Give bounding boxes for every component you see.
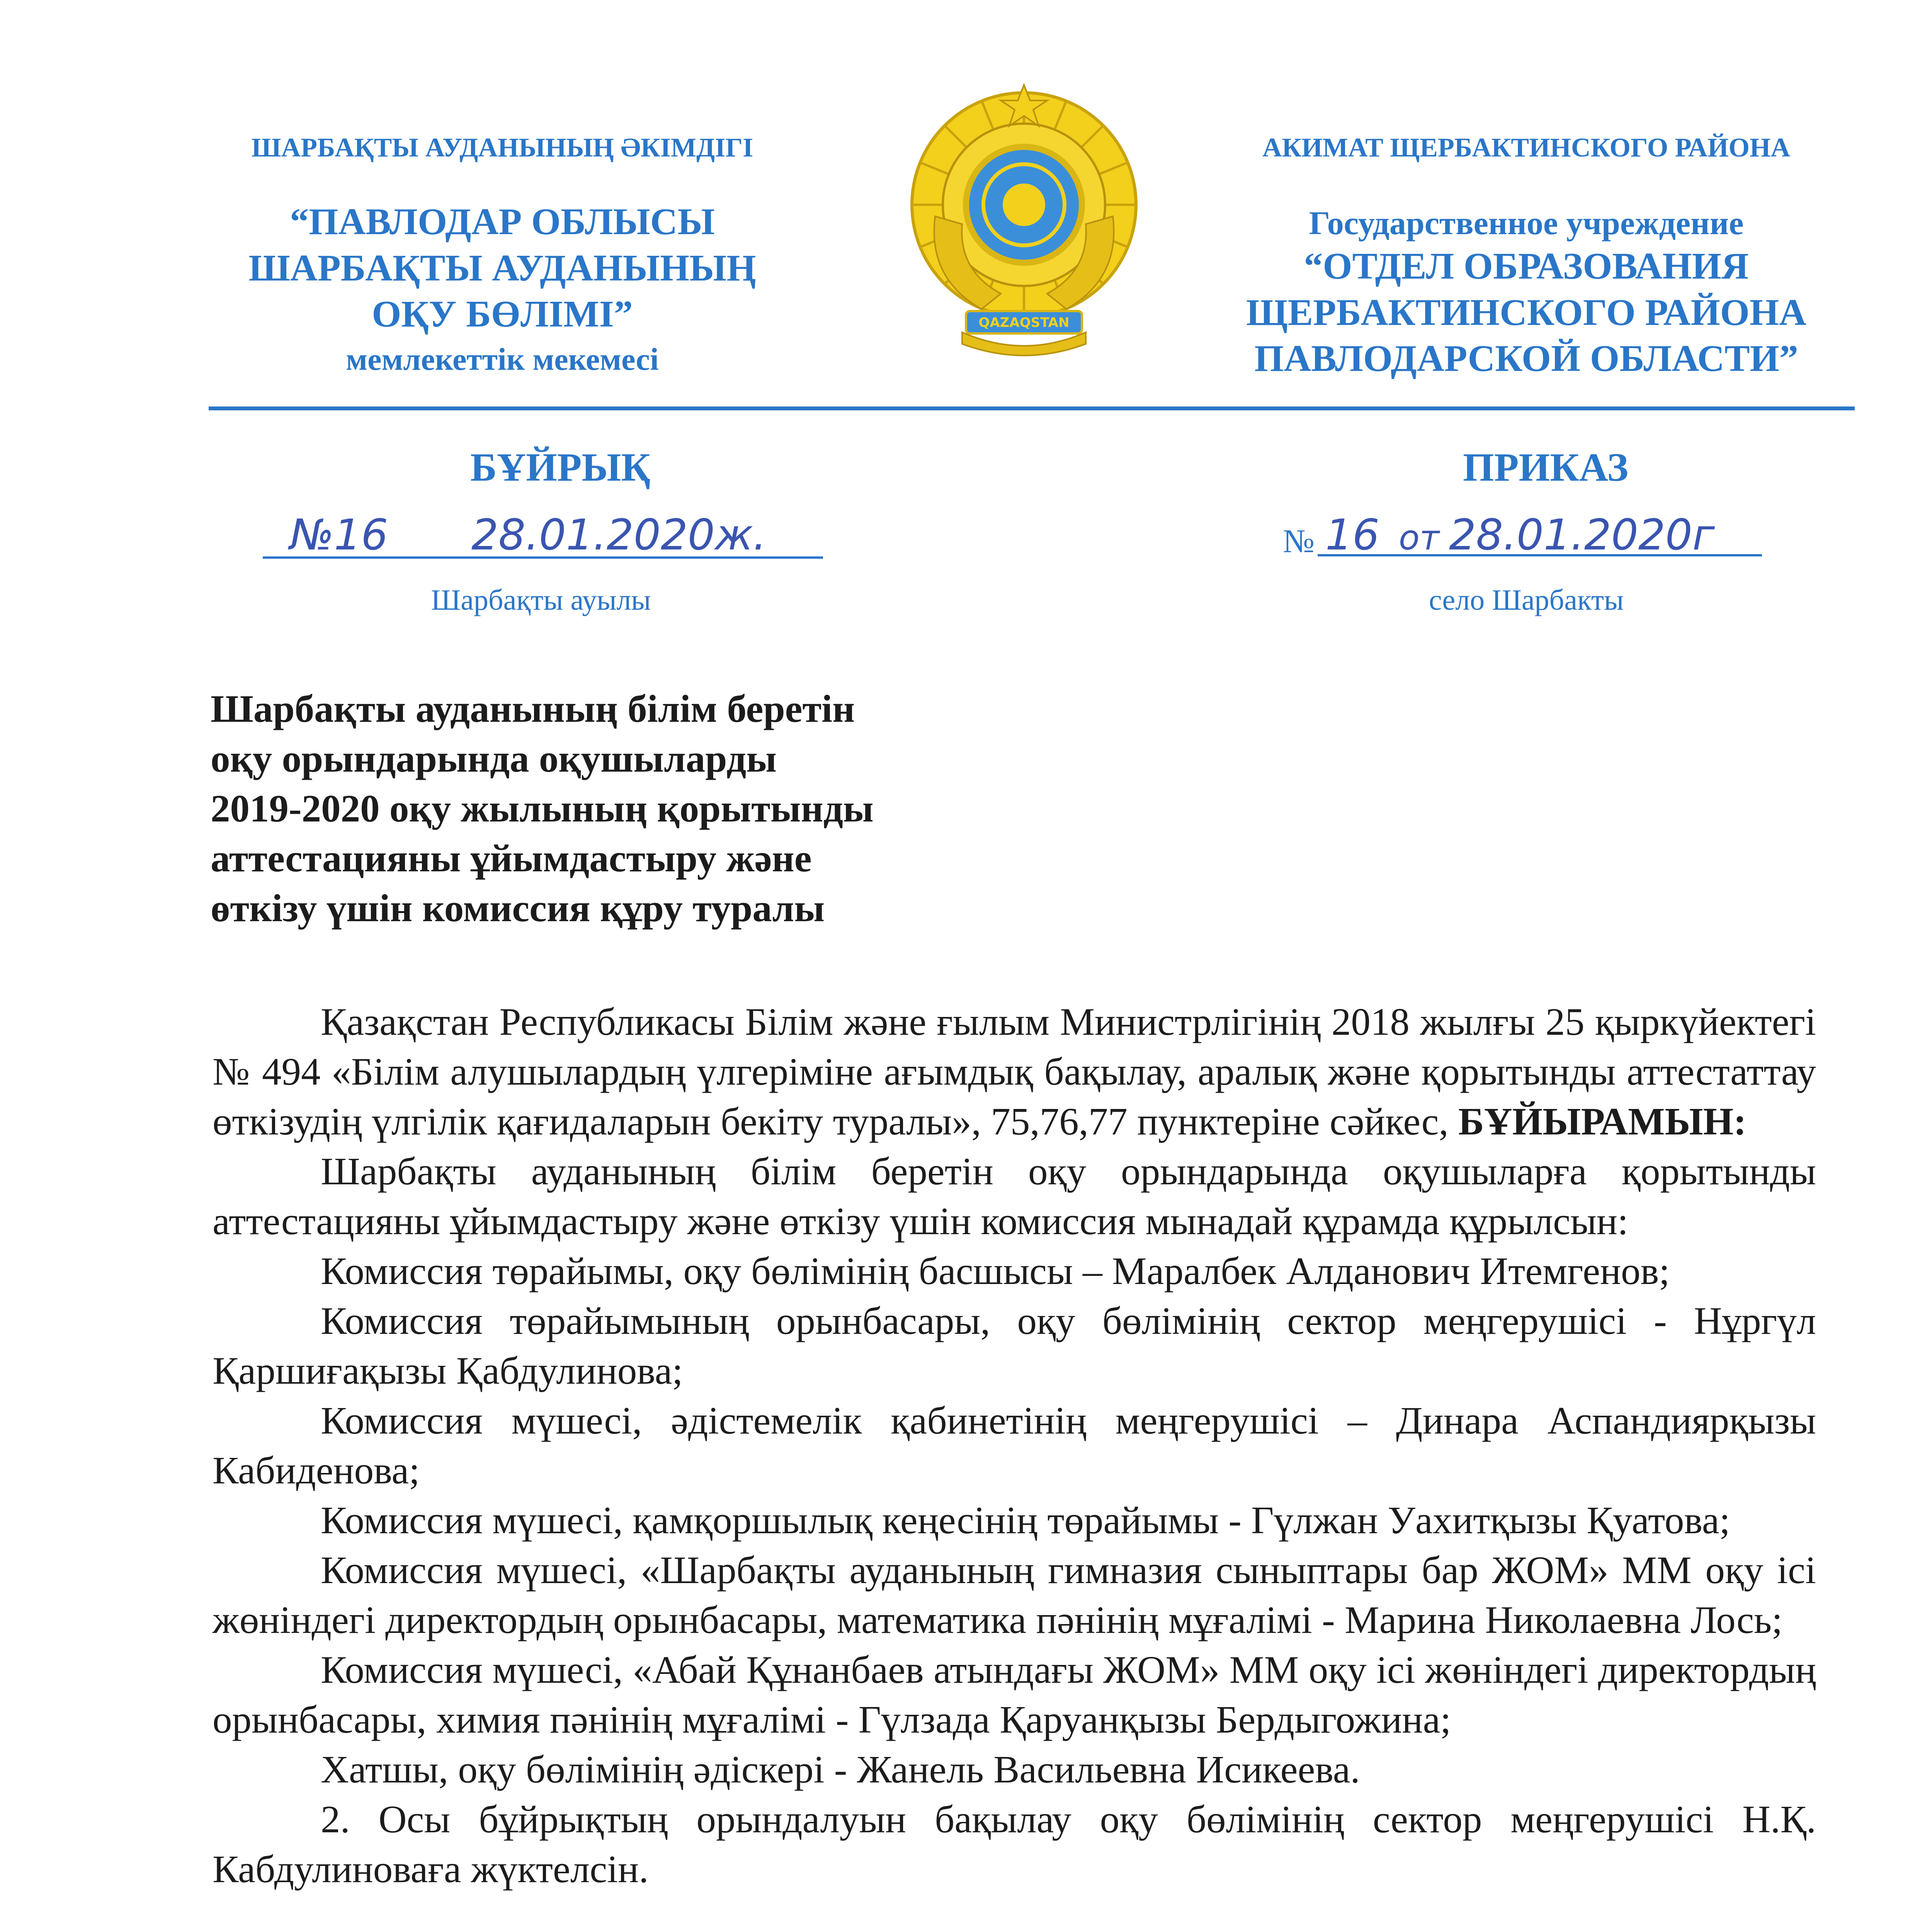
state-emblem (904, 77, 1144, 363)
body-paragraph-2: Шарбақты ауданының білім беретін оқу орындарында оқушыларға қорытынды аттестацияны ұйымдастыру және өткізу үшін комиссия мынадай құрамда құрылсын: (213, 1150, 1816, 1243)
order-no-sign-right: № (1283, 522, 1315, 560)
subject-line-2: оқу орындарында оқушыларды (211, 737, 777, 780)
emblem-text: QAZAQSTAN (978, 315, 1070, 330)
header-left-dept-line-1: “ПАВЛОДАР ОБЛЫСЫ (290, 201, 715, 243)
subject-line-5: өткізу үшін комиссия құру туралы (211, 886, 825, 930)
body-paragraph-1 (213, 997, 1816, 1146)
header-divider (209, 406, 1855, 410)
state-emblem-icon (904, 77, 1144, 363)
header-right (1175, 131, 1878, 382)
order-body (213, 997, 1816, 1894)
header-right-dept-line-2: ЩЕРБАКТИНСКОГО РАЙОНА (1246, 291, 1806, 333)
order-ot-right: от (1399, 518, 1440, 558)
body-paragraph-7: Комиссия мүшесі, «Шарбақты ауданының гимназия сыныптары бар ЖОМ» ММ оқу ісі жөніндегі директордың орынбасары, математика пәнінің мұғалімі - Марина Николаевна Лось; (213, 1548, 1816, 1641)
header-left-org: ШАРБАҚТЫ АУДАНЫНЫҢ ӘКІМДІГІ (251, 133, 753, 163)
order-date-left: 28.01.2020ж. (471, 510, 767, 560)
body-p1-bold: БҰЙЫРАМЫН: (1458, 1100, 1747, 1143)
body-paragraph-5: Комиссия мүшесі, әдістемелік қабинетінің меңгерушісі – Динара Аспандиярқызы Кабиденова; (213, 1399, 1816, 1492)
order-number-line-left (263, 510, 823, 560)
subject-line-4: аттестацияны ұйымдастыру және (211, 837, 812, 880)
body-paragraph-4: Комиссия төрайымының орынбасары, оқу бөлімінің сектор меңгерушісі - Нұргүл Қаршиғақызы Қабдулинова; (213, 1299, 1816, 1392)
order-date-right: 28.01.2020г (1449, 510, 1715, 560)
order-place-left: Шарбақты ауылы (431, 584, 651, 616)
body-p1-text: Қазақстан Республикасы Білім және ғылым Министрлігінің 2018 жылғы 25 қыркүйектегі № 494 «Білім алушылардың үлгеріміне ағымдық бақылау, аралық және қорытынды аттестаттау өткізудің үлгілік қағидаларын бекіту туралы», 75,76,77 пунктеріне сәйкес, (213, 1000, 1816, 1143)
header-left (139, 131, 866, 379)
header-right-org: АКИМАТ ЩЕРБАКТИНСКОГО РАЙОНА (1262, 133, 1790, 163)
order-number-right: 16 (1325, 510, 1379, 560)
header-left-dept-line-3: ОҚУ БӨЛІМІ” (372, 293, 633, 335)
header-right-dept-line-1: “ОТДЕЛ ОБРАЗОВАНИЯ (1304, 245, 1749, 287)
header-left-type: мемлекеттік мекемесі (346, 342, 659, 377)
header-right-dept-line-3: ПАВЛОДАРСКОЙ ОБЛАСТИ” (1254, 338, 1798, 380)
body-paragraph-9: Хатшы, оқу бөлімінің әдіскері - Жанель Васильевна Исикеева. (321, 1748, 1360, 1791)
order-title-left: БҰЙРЫҚ (470, 445, 650, 490)
body-paragraph-8: Комиссия мүшесі, «Абай Құнанбаев атындағы ЖОМ» ММ оқу ісі жөніндегі директордың орынбасары, химия пәнінің мұғалімі - Гүлзада Қаруанқызы Бердыгожина; (213, 1648, 1816, 1741)
order-number-left: №16 (290, 510, 388, 560)
order-number-line-right (1283, 510, 1762, 560)
body-paragraph-6: Комиссия мүшесі, қамқоршылық кеңесінің төрайымы - Гүлжан Уахитқызы Қуатова; (321, 1498, 1730, 1542)
body-paragraph-3: Комиссия төрайымы, оқу бөлімінің басшысы – Маралбек Алданович Итемгенов; (321, 1249, 1670, 1293)
body-paragraph-10: 2. Осы бұйрықтың орындалуын бақылау оқу бөлімінің сектор меңгерушісі Н.Қ. Кабдулиноваға жүктелсін. (213, 1798, 1816, 1891)
subject-line-3: 2019-2020 оқу жылының қорытынды (211, 787, 874, 830)
header-right-type: Государственное учреждение (1309, 204, 1744, 242)
order-subject (211, 684, 1061, 933)
order-place-right: село Шарбакты (1429, 584, 1624, 616)
order-title-right: ПРИКАЗ (1463, 445, 1629, 490)
subject-line-1: Шарбақты ауданының білім беретін (211, 687, 855, 730)
header-left-dept-line-2: ШАРБАҚТЫ АУДАНЫНЫҢ (248, 247, 756, 289)
